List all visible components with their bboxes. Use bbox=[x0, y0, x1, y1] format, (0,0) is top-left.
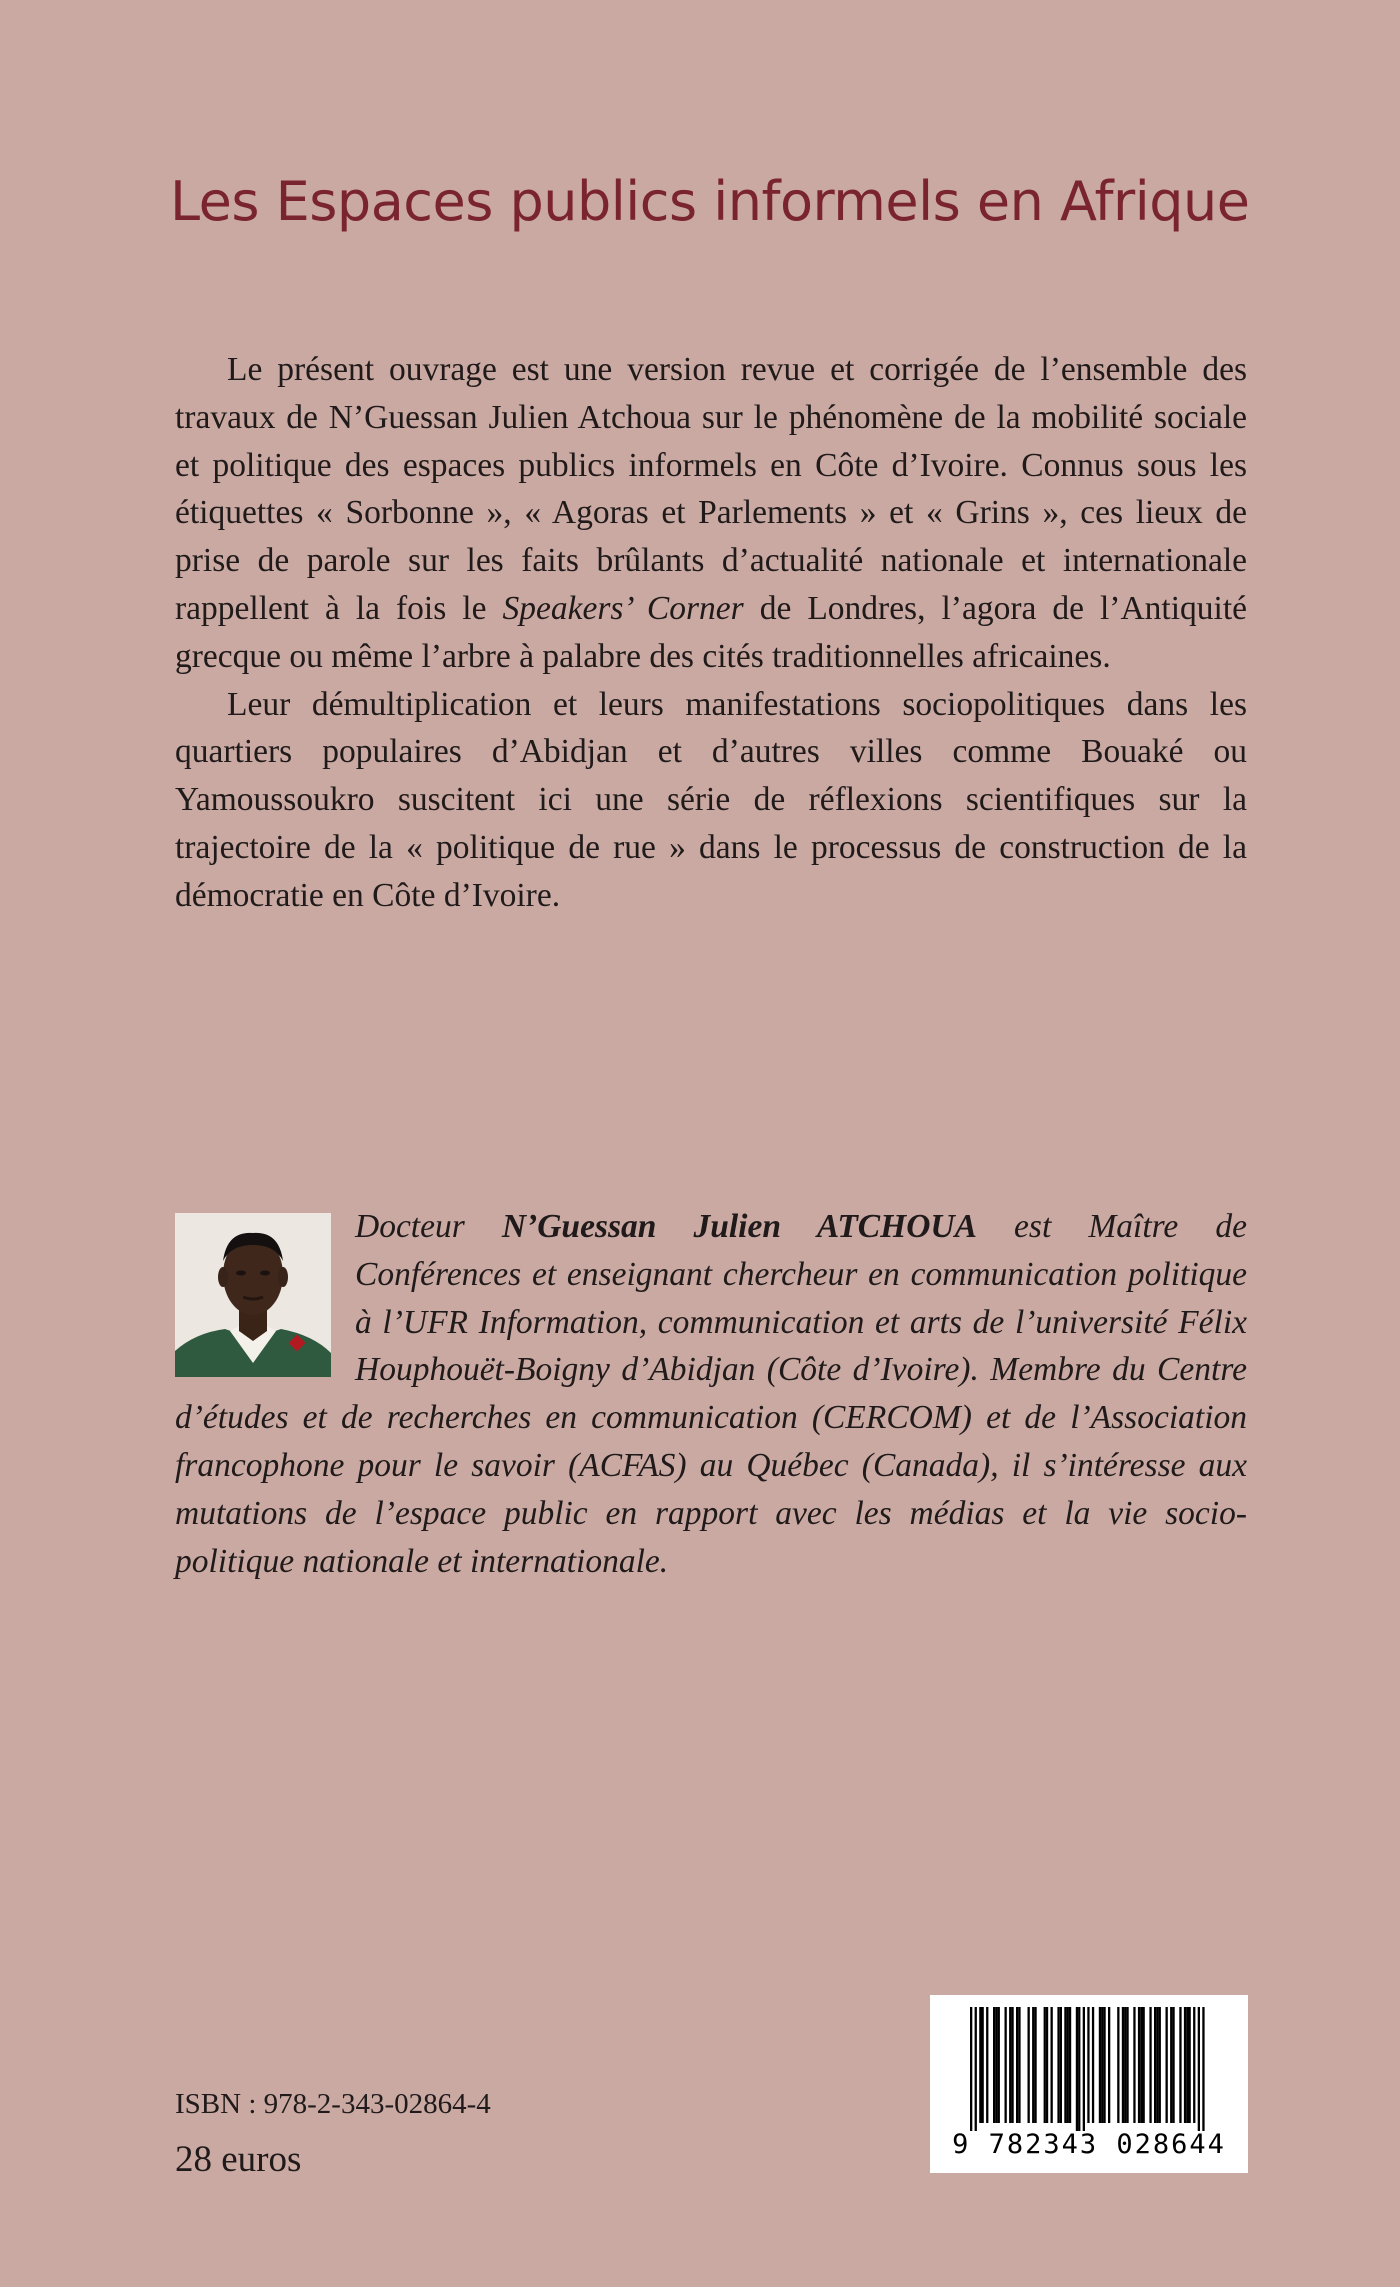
barcode-bar bbox=[1186, 2007, 1188, 2123]
barcode-bar bbox=[1064, 2007, 1066, 2123]
book-title: Les Espaces publics informels en Afrique bbox=[170, 170, 1250, 233]
barcode-bar bbox=[1034, 2007, 1036, 2123]
barcode-bar bbox=[1103, 2007, 1105, 2123]
barcode-digits: 9 782343 028644 bbox=[952, 2129, 1226, 2160]
barcode-bar bbox=[1170, 2007, 1172, 2123]
barcode-bar bbox=[970, 2007, 972, 2131]
barcode bbox=[930, 1995, 1248, 2173]
barcode-bar bbox=[1092, 2007, 1094, 2123]
barcode-bar bbox=[1099, 2007, 1101, 2123]
barcode-bar bbox=[1044, 2007, 1046, 2123]
barcode-bar bbox=[1028, 2007, 1030, 2123]
barcode-bar bbox=[1018, 2007, 1020, 2123]
barcode-bar bbox=[1069, 2007, 1071, 2123]
barcode-bar bbox=[993, 2007, 995, 2123]
barcode-bar bbox=[1159, 2007, 1161, 2123]
barcode-bar bbox=[1122, 2007, 1124, 2123]
barcode-bar bbox=[1166, 2007, 1168, 2123]
summary-paragraph-2: Leur démultiplication et leurs manifestations sociopolitiques dans les quartiers populaires d’Abidjan et d’autres villes comme Bouaké ou Yamoussoukro suscitent ici une série de réflexions scientifiques sur la trajectoire de la « politique de rue » dans le processus de construction de la démocratie en Côte d’Ivoire. bbox=[175, 685, 1247, 914]
photo-spacer bbox=[175, 1203, 355, 1393]
author-bio bbox=[175, 1203, 1247, 1585]
barcode-bar bbox=[1198, 2007, 1200, 2131]
summary-p1-start: Le présent ouvrage est une version revue et corrigée de l’ensemble des travaux de N’Guessan Julien Atchoua sur le phénomène de la mobilité sociale et politique des espaces publics informels en Côte d’Ivoire. Connus sous les étiquettes « Sorbonne », « Agoras et Parlements » et « Grins », ces lieux de prise de parole sur les faits brûlants d’actualité nationale et internationale rappellent à la fois le bbox=[175, 351, 1247, 627]
summary-p1-italic: Speakers’ Corner bbox=[502, 589, 744, 627]
barcode-bar bbox=[1060, 2007, 1062, 2123]
barcode-bar bbox=[979, 2007, 981, 2123]
barcode-bar bbox=[1108, 2007, 1110, 2123]
barcode-bar bbox=[1143, 2007, 1145, 2123]
barcode-bar bbox=[1117, 2007, 1119, 2123]
barcode-bar bbox=[995, 2007, 997, 2123]
barcode-bar bbox=[986, 2007, 988, 2123]
barcode-bar bbox=[1051, 2007, 1053, 2123]
summary-p1-end: de Londres, l’agora de l’Antiquité grecque ou même l’arbre à palabre des cités traditionnelles africaines. bbox=[175, 589, 1247, 675]
barcode-bar bbox=[1011, 2007, 1013, 2123]
author-name: N’Guessan Julien ATCHOUA bbox=[501, 1208, 977, 1245]
barcode-bar bbox=[1057, 2007, 1059, 2123]
summary-text bbox=[175, 346, 1247, 920]
barcode-bar bbox=[1193, 2007, 1195, 2123]
barcode-bar bbox=[1076, 2007, 1078, 2131]
author-bio-text: est Maître de Conférences et enseignant chercheur en communication politique à l’UFR Information, communication et arts de l’université Félix Houphouët-Boigny d’Abidjan (Côte d’Ivoire). Membre du Centre d’études et de recherches en communication (CERCOM) et de l’Association francophone pour le savoir (ACFAS) au Québec (Canada), il s’intéresse aux mutations de l’espace public en rapport avec les médias et la vie socio-politique nationale et internationale. bbox=[175, 1208, 1248, 1580]
barcode-bar bbox=[1179, 2007, 1181, 2123]
barcode-bar bbox=[1202, 2007, 1204, 2131]
barcode-bar bbox=[975, 2007, 977, 2131]
barcode-bar bbox=[1138, 2007, 1140, 2123]
barcode-bar bbox=[1154, 2007, 1156, 2123]
barcode-bar bbox=[1126, 2007, 1128, 2123]
author-bio-prefix: Docteur bbox=[355, 1208, 502, 1245]
barcode-bar bbox=[1189, 2007, 1191, 2123]
isbn-text: ISBN : 978-2-343-02864-4 bbox=[175, 2088, 491, 2120]
barcode-bar bbox=[998, 2007, 1000, 2123]
barcode-bar bbox=[1067, 2007, 1069, 2123]
barcode-bar bbox=[1149, 2007, 1151, 2123]
barcode-bar bbox=[1140, 2007, 1142, 2123]
barcode-bar bbox=[1087, 2007, 1089, 2123]
barcode-bar bbox=[1016, 2007, 1018, 2123]
barcode-bar bbox=[1184, 2007, 1186, 2123]
barcode-bar bbox=[1032, 2007, 1034, 2123]
barcode-bar bbox=[1156, 2007, 1158, 2123]
barcode-bar bbox=[982, 2007, 984, 2123]
barcode-bar bbox=[1046, 2007, 1048, 2123]
summary-paragraph-1 bbox=[175, 346, 1247, 681]
barcode-bar bbox=[1172, 2007, 1174, 2123]
barcode-bar bbox=[1083, 2007, 1085, 2131]
barcode-bar bbox=[1101, 2007, 1103, 2123]
price-text: 28 euros bbox=[175, 2139, 302, 2180]
barcode-bar bbox=[1133, 2007, 1135, 2123]
barcode-bar bbox=[1124, 2007, 1126, 2123]
barcode-bar bbox=[1078, 2007, 1080, 2131]
barcode-bar bbox=[1005, 2007, 1007, 2123]
barcode-bar bbox=[1009, 2007, 1011, 2123]
